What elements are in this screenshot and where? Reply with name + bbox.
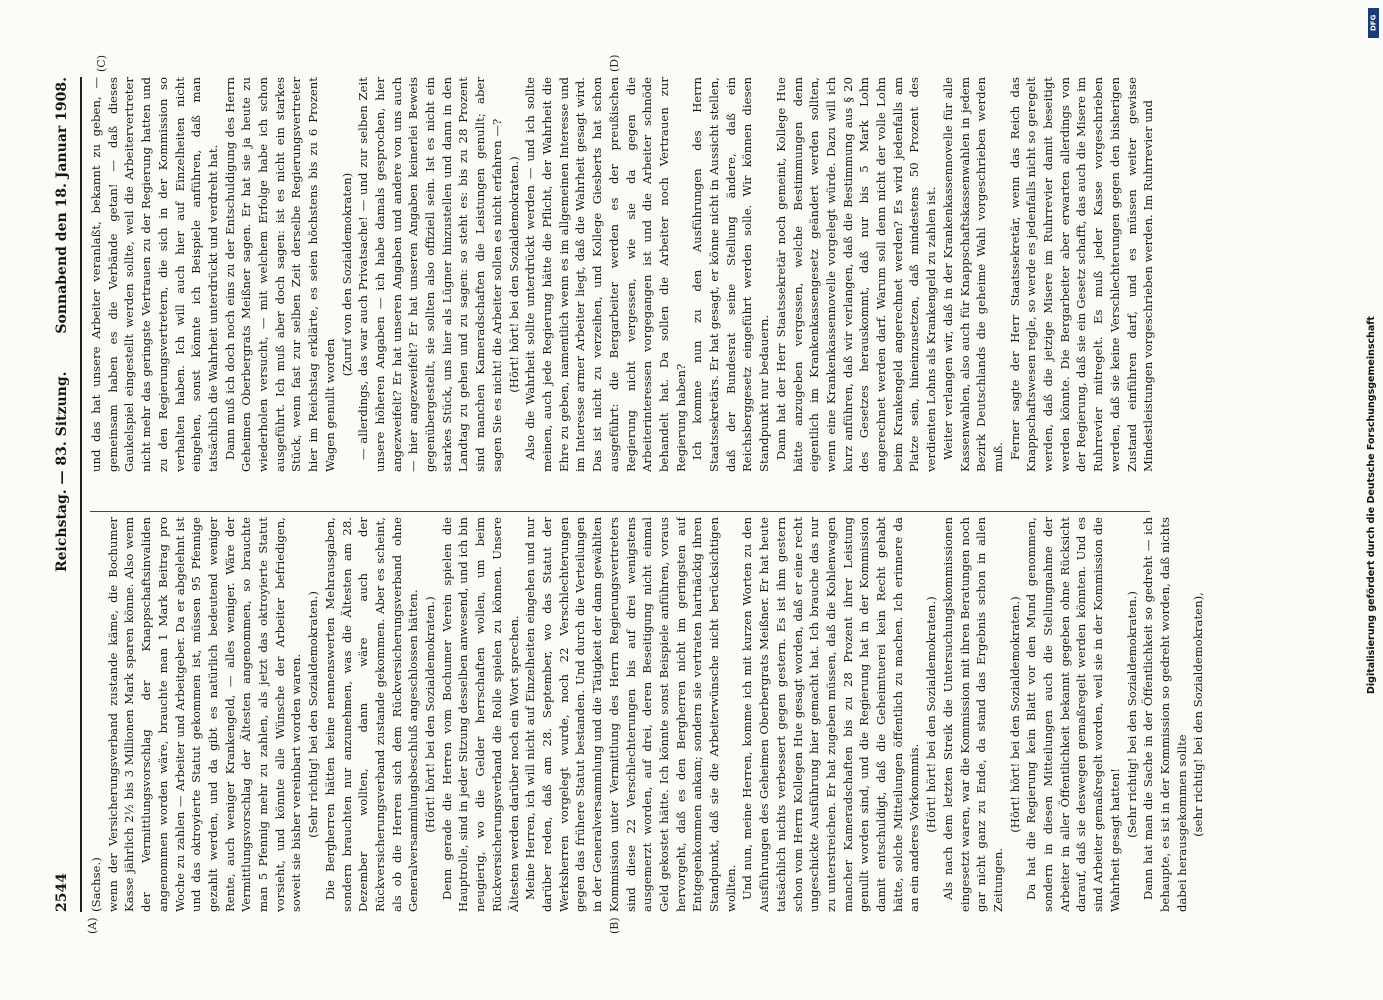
margin-marker-d: (D) bbox=[608, 54, 621, 72]
interjection: (Hört! hört! bei den Sozialdemokraten.) bbox=[1007, 596, 1022, 833]
text-column-left bbox=[88, 517, 1208, 912]
interjection: (sehr richtig! bei den Sozialdemokraten), bbox=[1191, 592, 1206, 837]
page-header bbox=[50, 77, 80, 912]
paragraph: Dann muß ich doch noch eins zu der Entschuldigung des Herrn Geheimen Oberbergrats Meißner sagen. Er hat sie ja heute zu wiederholen versucht, — mit welchem Erfolge habe ich schon ausgeführt. Ich muß aber doch sagen: ist es nicht ein starkes Stück, wenn fast zur selben Zeit derselbe Regierungsvertreter hier im Reichstag erklärte, es seien höchstens bis zu 6 Prozent Wagen genullt worden bbox=[222, 77, 337, 472]
text-column-right bbox=[88, 77, 1208, 472]
paragraph: Da hat die Regierung kein Blatt vor den Mund genommen, sondern in diesen Mitteilungen auch die Stellungnahme der Arbeiter in aller Öffentlichkeit bekannt gegeben ohne Rücksicht darauf, daß sie deswegen gemaßregelt werden könnten. Und es sind Arbeiter gemaßregelt worden, weil sie in der Kommission die Wahrheit gesagt hatten! bbox=[1024, 517, 1122, 912]
paragraph: Als nach dem letzten Streik die Untersuchungskommissionen eingesetzt waren, war die Kommission mit ihren Beratungen noch gar nicht ganz zu Ende, da stand das Ergebnis schon in allen Zeitungen. bbox=[940, 517, 1005, 912]
interjection: (Hört! hört! bei den Sozialdemokraten.) bbox=[423, 596, 438, 833]
header-session-title: Reichstag. — 83. Sitzung. bbox=[54, 371, 70, 572]
paragraph: Und nun, meine Herren, komme ich mit kurzen Worten zu den Ausführungen des Geheimen Oberbergrats Meißner. Er hat heute tatsächlich nichts verbessert gegen gestern. Es ist ihm gestern schon vom Herrn Kollegen Hue gesagt worden, daß er eine recht ungeschickte Ausführung hier gemacht hat. Ich brauche das nur zu unterstreichen. Er hat zugeben müssen, daß die Kohlenwagen mancher Kameradschaften bis zu 28 Prozent ihrer Leistung genullt worden sind, und die Regierung hat in der Kommission damit entschuldigt, daß die Geheimtuerei kein Recht gehabt hätte, solche Mitteilungen öffentlich zu machen. Ich erinnere da an ein anderes Vorkommnis. bbox=[740, 517, 922, 912]
interjection: (Hört! hört! bei den Sozialdemokraten.) bbox=[924, 596, 939, 833]
page-number: 2544 bbox=[54, 873, 70, 912]
margin-marker-c: (C) bbox=[95, 55, 108, 72]
paragraph: Meine Herren, ich will nicht auf Einzelheiten eingehen und nur darüber reden, daß am 28. September, wo das Statut der Werksherren vorgelegt wurde, noch 22 Verschlechterungen gegen das frühere Statut bestanden. Und durch die Verteilungen in der Generalversammlung und die Tätigkeit der dann gewählten Kommission unter Vermittlung des Herrn Regierungsvertreters sind diese 22 Verschlechterungen bis auf drei wenigstens ausgemerzt worden, auf drei, deren Beseitigung nicht einmal Geld gekostet hätte. Ich könnte sonst Beispiele anführen, voraus hervorgeht, daß es den Bergherren nicht im geringsten auf Entgegenkommen ankam; sondern sie vertraten hartnäckig ihren Standpunkt, daß sie die Arbeiterwünsche nicht berücksichtigen wollten. bbox=[523, 517, 738, 912]
header-date: Sonnabend den 18. Januar 1908. bbox=[54, 77, 70, 334]
dfg-logo: DFG bbox=[1368, 8, 1379, 38]
paragraph: Dann hat der Herr Staatssekretär noch gemeint, Kollege Hue hätte anzugeben vergessen, welche Bestimmungen denn eigentlich im Krankenkassengesetz geändert werden sollten, wenn eine Krankenkassennovelle vorgelegt würde. Dazu will ich kurz anführen, daß wir verlangen, daß die Bestimmung aus § 20 des Gesetzes herauskommt, daß nur bis 5 Mark Lohn angerechnet werden darf. Warum soll denn nicht der volle Lohn beim Krankengeld angerechnet werden? Es wird jedenfalls am Platze sein, hineinzusetzen, daß mindestens 50 Prozent des verdienten Lohns als Krankengeld zu zahlen ist. bbox=[773, 77, 939, 472]
paragraph: Die Bergherren hätten keine nennenswerten Mehrausgaben, sondern brauchten nur anzunehmen, was die Ältesten am 28. Dezember wollten, dann wäre auch der Rückversicherungsverband zustande gekommen. Aber es scheint, als ob die Herren sich dem Rückversicherungsverband ohne Generalversammlungsbeschluß angeschlossen hätten. bbox=[322, 517, 421, 912]
speaker-tag: (Sachse.) bbox=[89, 857, 103, 912]
margin-marker-b: (B) bbox=[608, 917, 621, 934]
digitization-credit: Digitalisierung gefördert durch die Deutsche Forschungsgemeinschaft bbox=[1366, 316, 1377, 694]
paragraph: Ich komme nun zu den Ausführungen des Herrn Staatssekretärs. Er hat gesagt, er könne nicht in Aussicht stellen, daß der Bundesrat seine Stellung ändere, daß ein Reichsberggesetz eingeführt werden solle. Wir können diesen Standpunkt nur bedauern. bbox=[690, 77, 772, 472]
interjection: (Hört! hört! bei den Sozialdemokraten.) bbox=[506, 156, 521, 393]
paragraph: — allerdings, das war auch Privatsache! — und zur selben Zeit unsere höheren Angaben — ich habe damals gesprochen, hier angezweifelt? Er hat unseren Angaben und andere von uns auch — hier angezweifelt? Er hat unseren Angaben keinerlei Beweis gegenübergestellt, sie sollten also offiziell sein. Ist es nicht ein starkes Stück, uns hier als Lügner hinzustellen und dann in den Landtag zu gehen und zu sagen: so steht es: bis zu 28 Prozent sind manchen Kameradschaften die Leistungen genullt; aber sagen Sie es nicht! die Arbeiter sollen es nicht erfahren —? bbox=[356, 77, 504, 472]
header-rule bbox=[80, 77, 82, 912]
paragraph: Weiter verlangen wir, daß in der Krankenkassennovelle für alle Kassenwahlen, also auch für Knappschaftskassenwahlen in jedem Bezirk Deutschlands die geheime Wahl vorgeschrieben werden muß. bbox=[940, 77, 1005, 472]
column-divider bbox=[90, 511, 1150, 512]
paragraph: Ferner sagte der Herr Staatssekretär, wenn das Reich das Knappschaftswesen regle, so werde es jedenfalls nicht so geregelt werden, daß die jetzige Misere im Ruhrrevier damit beseitigt werden könnte. Die Bergarbeiter aber erwarten allerdings von der Regierung, daß sie ein Gesetz schafft, das auch die Misere im Ruhrrevier mitregelt. Es muß jeder Kasse vorgeschrieben werden, daß sie keine Verschlechterungen gegen den bisherigen Zustand einführen darf, und es müssen weiter gewisse Mindestleistungen vorgeschrieben werden. Im Ruhrrevier und bbox=[1007, 77, 1156, 472]
margin-marker-a: (A) bbox=[86, 917, 99, 934]
paragraph: Denn gerade die Herren vom Bochumer Verein spielen die Hauptrolle, sind in jeder Sitzung desselben anwesend, und ich bin neugierig, wo die Gelder herrschaften wollen, um beim Rückversicherungsverband die Rolle spielen zu können. Unsere Ältesten werden darüber noch ein Wort sprechen. bbox=[439, 517, 521, 912]
paragraph: Also die Wahrheit sollte unterdrückt werden — und ich sollte meinen, auch jede Regierung hätte die Pflicht, der Wahrheit die Ehre zu geben, namentlich wenn es im allgemeinen Interesse und im Interesse armer Arbeiter liegt, daß die Wahrheit gesagt wird. Das ist nicht zu verzeihen, und Kollege Giesberts hat schon ausgeführt: die Bergarbeiter werden es der preußischen Regierung nicht vergessen, wie sie da gegen die Arbeiterinteressen vorgegangen ist und die Arbeiter schnöde behandelt hat. Da sollen die Arbeiter noch Vertrauen zur Regierung haben? bbox=[523, 77, 688, 472]
paragraph: wenn der Versicherungsverband zustande käme, die Bochumer Kasse jährlich 2½ bis 3 Millionen Mark sparen könne. Also wenn der Vermittlungsvorschlag der Knappschaftsinvaliden angenommen worden wäre, brauchte man 1 Mark Beitrag pro Woche zu zahlen — Arbeiter und Arbeitgeber. Da er abgelehnt ist und das oktroyierte Statut gekommen ist, müssen 95 Pfennige gezahlt werden, und da gibt es natürlich bedeutend weniger Rente, auch weniger Krankengeld, — alles weniger. Wäre der Vermittlungsvorschlag der Ältesten angenommen, so brauchte man 5 Pfennig mehr zu zahlen, als jetzt das oktroyierte Statut vorsieht, und könnte alle Wünsche der Arbeiter befriedigen, soweit sie bisher vereinbart worden waren. bbox=[105, 517, 304, 912]
paragraph: und das hat unsere Arbeiter veranlaßt, bekannt zu geben, — gemeinsam haben es die Verbände getan! — daß dieses Gaukelspiel eingestellt werden sollte, weil die Arbeitervertreter nicht mehr das geringste Vertrauen zu der Regierung hatten und zu den Regierungsvertretern, die sich in der Kommission so verhalten haben. Ich will auch hier auf Einzelheiten nicht eingehen, sonst könnte ich Beispiele anführen, daß man tatsächlich die Wahrheit unterdrückt und verdreht hat. bbox=[89, 77, 220, 472]
interjection: (Sehr richtig! bei den Sozialdemokraten.) bbox=[306, 591, 321, 838]
paragraph: Dann hat man die Sache in der Öffentlichkeit so gedreht — ich behaupte, es ist in der Kommission so gedreht worden, daß nichts dabei herausgekommen sollte bbox=[1141, 517, 1189, 912]
interjection: (Sehr richtig! bei den Sozialdemokraten.) bbox=[1124, 591, 1139, 838]
interjection: (Zuruf von den Sozialdemokraten) bbox=[339, 172, 354, 377]
